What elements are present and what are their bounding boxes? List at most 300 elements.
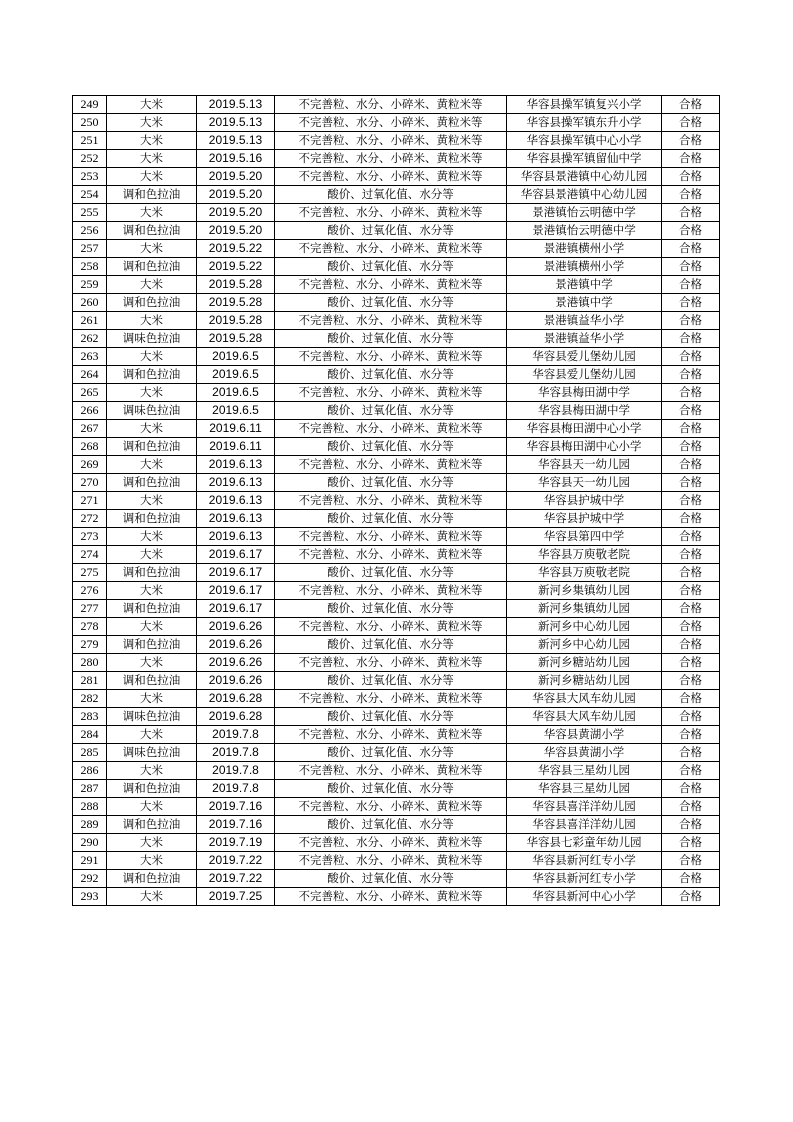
product-cell: 大米 <box>107 618 197 636</box>
table-row <box>73 492 720 510</box>
row-number-cell: 268 <box>73 438 107 456</box>
sampling-date-cell: 2019.5.28 <box>197 330 275 348</box>
table-row <box>73 726 720 744</box>
table-row <box>73 96 720 114</box>
sampling-date-cell: 2019.7.25 <box>197 888 275 906</box>
table-row <box>73 582 720 600</box>
table-row <box>73 672 720 690</box>
sampling-date-cell: 2019.7.22 <box>197 852 275 870</box>
product-cell: 大米 <box>107 762 197 780</box>
sampled-unit-cell: 景港镇中学 <box>507 294 662 312</box>
sampled-unit-cell: 华容县七彩童年幼儿园 <box>507 834 662 852</box>
test-items-cell: 酸价、过氧化值、水分等 <box>275 366 507 384</box>
result-cell: 合格 <box>662 780 720 798</box>
row-number-cell: 279 <box>73 636 107 654</box>
result-cell: 合格 <box>662 654 720 672</box>
result-cell: 合格 <box>662 798 720 816</box>
product-cell: 调味色拉油 <box>107 708 197 726</box>
product-cell: 调和色拉油 <box>107 474 197 492</box>
result-cell: 合格 <box>662 852 720 870</box>
test-items-cell: 不完善粒、水分、小碎米、黄粒米等 <box>275 276 507 294</box>
table-row <box>73 870 720 888</box>
test-items-cell: 酸价、过氧化值、水分等 <box>275 258 507 276</box>
product-cell: 大米 <box>107 276 197 294</box>
sampled-unit-cell: 华容县爱儿堡幼儿园 <box>507 348 662 366</box>
sampled-unit-cell: 华容县操军镇复兴小学 <box>507 96 662 114</box>
sampled-unit-cell: 华容县大风车幼儿园 <box>507 708 662 726</box>
test-items-cell: 酸价、过氧化值、水分等 <box>275 438 507 456</box>
result-cell: 合格 <box>662 204 720 222</box>
row-number-cell: 265 <box>73 384 107 402</box>
result-cell: 合格 <box>662 510 720 528</box>
row-number-cell: 289 <box>73 816 107 834</box>
table-row <box>73 258 720 276</box>
row-number-cell: 256 <box>73 222 107 240</box>
result-cell: 合格 <box>662 258 720 276</box>
sampled-unit-cell: 新河乡集镇幼儿园 <box>507 600 662 618</box>
sampled-unit-cell: 华容县三星幼儿园 <box>507 780 662 798</box>
result-cell: 合格 <box>662 564 720 582</box>
sampling-date-cell: 2019.6.17 <box>197 564 275 582</box>
sampled-unit-cell: 新河乡中心幼儿园 <box>507 636 662 654</box>
table-row <box>73 744 720 762</box>
row-number-cell: 274 <box>73 546 107 564</box>
result-cell: 合格 <box>662 492 720 510</box>
row-number-cell: 281 <box>73 672 107 690</box>
result-cell: 合格 <box>662 870 720 888</box>
sampling-date-cell: 2019.7.8 <box>197 780 275 798</box>
sampled-unit-cell: 华容县第四中学 <box>507 528 662 546</box>
table-row <box>73 402 720 420</box>
test-items-cell: 酸价、过氧化值、水分等 <box>275 564 507 582</box>
sampling-date-cell: 2019.6.13 <box>197 474 275 492</box>
product-cell: 大米 <box>107 312 197 330</box>
sampled-unit-cell: 华容县三星幼儿园 <box>507 762 662 780</box>
sampling-date-cell: 2019.6.17 <box>197 582 275 600</box>
sampled-unit-cell: 景港镇横州小学 <box>507 240 662 258</box>
test-items-cell: 不完善粒、水分、小碎米、黄粒米等 <box>275 456 507 474</box>
product-cell: 大米 <box>107 492 197 510</box>
sampling-date-cell: 2019.6.13 <box>197 510 275 528</box>
test-items-cell: 不完善粒、水分、小碎米、黄粒米等 <box>275 726 507 744</box>
sampling-date-cell: 2019.6.26 <box>197 654 275 672</box>
sampling-date-cell: 2019.7.8 <box>197 744 275 762</box>
product-cell: 调和色拉油 <box>107 366 197 384</box>
row-number-cell: 262 <box>73 330 107 348</box>
sampled-unit-cell: 华容县梅田湖中心小学 <box>507 420 662 438</box>
test-items-cell: 酸价、过氧化值、水分等 <box>275 222 507 240</box>
row-number-cell: 283 <box>73 708 107 726</box>
sampling-date-cell: 2019.6.5 <box>197 384 275 402</box>
table-row <box>73 456 720 474</box>
row-number-cell: 250 <box>73 114 107 132</box>
result-cell: 合格 <box>662 888 720 906</box>
sampled-unit-cell: 华容县护城中学 <box>507 510 662 528</box>
sampled-unit-cell: 景港镇怡云明德中学 <box>507 204 662 222</box>
table-row <box>73 240 720 258</box>
test-items-cell: 不完善粒、水分、小碎米、黄粒米等 <box>275 582 507 600</box>
row-number-cell: 269 <box>73 456 107 474</box>
sampling-date-cell: 2019.7.16 <box>197 816 275 834</box>
table-row <box>73 888 720 906</box>
sampling-date-cell: 2019.6.13 <box>197 492 275 510</box>
table-row <box>73 132 720 150</box>
test-items-cell: 不完善粒、水分、小碎米、黄粒米等 <box>275 96 507 114</box>
table-row <box>73 834 720 852</box>
row-number-cell: 252 <box>73 150 107 168</box>
sampled-unit-cell: 新河乡糖站幼儿园 <box>507 654 662 672</box>
product-cell: 调和色拉油 <box>107 294 197 312</box>
sampling-date-cell: 2019.7.22 <box>197 870 275 888</box>
product-cell: 大米 <box>107 204 197 222</box>
sampling-date-cell: 2019.5.16 <box>197 150 275 168</box>
sampling-date-cell: 2019.7.16 <box>197 798 275 816</box>
result-cell: 合格 <box>662 474 720 492</box>
table-row <box>73 222 720 240</box>
table-row <box>73 762 720 780</box>
result-cell: 合格 <box>662 420 720 438</box>
table-row <box>73 186 720 204</box>
product-cell: 大米 <box>107 384 197 402</box>
product-cell: 调和色拉油 <box>107 222 197 240</box>
test-items-cell: 酸价、过氧化值、水分等 <box>275 708 507 726</box>
row-number-cell: 260 <box>73 294 107 312</box>
result-cell: 合格 <box>662 726 720 744</box>
table-row <box>73 618 720 636</box>
row-number-cell: 272 <box>73 510 107 528</box>
sampled-unit-cell: 华容县新河红专小学 <box>507 852 662 870</box>
test-items-cell: 不完善粒、水分、小碎米、黄粒米等 <box>275 204 507 222</box>
product-cell: 大米 <box>107 240 197 258</box>
table-row <box>73 690 720 708</box>
table-row <box>73 366 720 384</box>
result-cell: 合格 <box>662 582 720 600</box>
row-number-cell: 273 <box>73 528 107 546</box>
result-cell: 合格 <box>662 438 720 456</box>
result-cell: 合格 <box>662 672 720 690</box>
sampled-unit-cell: 华容县操军镇留仙中学 <box>507 150 662 168</box>
row-number-cell: 287 <box>73 780 107 798</box>
test-items-cell: 不完善粒、水分、小碎米、黄粒米等 <box>275 240 507 258</box>
table-row <box>73 168 720 186</box>
product-cell: 大米 <box>107 726 197 744</box>
result-cell: 合格 <box>662 168 720 186</box>
table-row <box>73 852 720 870</box>
test-items-cell: 不完善粒、水分、小碎米、黄粒米等 <box>275 690 507 708</box>
test-items-cell: 酸价、过氧化值、水分等 <box>275 186 507 204</box>
product-cell: 调和色拉油 <box>107 438 197 456</box>
sampling-date-cell: 2019.5.13 <box>197 132 275 150</box>
test-items-cell: 不完善粒、水分、小碎米、黄粒米等 <box>275 834 507 852</box>
sampling-date-cell: 2019.5.28 <box>197 276 275 294</box>
test-items-cell: 酸价、过氧化值、水分等 <box>275 816 507 834</box>
product-cell: 调和色拉油 <box>107 780 197 798</box>
test-items-cell: 酸价、过氧化值、水分等 <box>275 870 507 888</box>
result-cell: 合格 <box>662 690 720 708</box>
sampled-unit-cell: 新河乡中心幼儿园 <box>507 618 662 636</box>
row-number-cell: 249 <box>73 96 107 114</box>
result-cell: 合格 <box>662 600 720 618</box>
sampled-unit-cell: 华容县大风车幼儿园 <box>507 690 662 708</box>
test-items-cell: 不完善粒、水分、小碎米、黄粒米等 <box>275 348 507 366</box>
table-row <box>73 546 720 564</box>
row-number-cell: 257 <box>73 240 107 258</box>
product-cell: 大米 <box>107 132 197 150</box>
sampled-unit-cell: 华容县天一幼儿园 <box>507 456 662 474</box>
sampling-date-cell: 2019.6.11 <box>197 420 275 438</box>
table-row <box>73 438 720 456</box>
table-row <box>73 816 720 834</box>
row-number-cell: 292 <box>73 870 107 888</box>
sampled-unit-cell: 景港镇中学 <box>507 276 662 294</box>
test-items-cell: 不完善粒、水分、小碎米、黄粒米等 <box>275 852 507 870</box>
sampling-date-cell: 2019.6.28 <box>197 708 275 726</box>
test-items-cell: 不完善粒、水分、小碎米、黄粒米等 <box>275 762 507 780</box>
result-cell: 合格 <box>662 186 720 204</box>
product-cell: 大米 <box>107 546 197 564</box>
sampling-date-cell: 2019.5.22 <box>197 240 275 258</box>
sampling-date-cell: 2019.5.28 <box>197 312 275 330</box>
row-number-cell: 293 <box>73 888 107 906</box>
result-cell: 合格 <box>662 132 720 150</box>
test-items-cell: 不完善粒、水分、小碎米、黄粒米等 <box>275 150 507 168</box>
product-cell: 大米 <box>107 96 197 114</box>
sampling-date-cell: 2019.6.26 <box>197 636 275 654</box>
row-number-cell: 277 <box>73 600 107 618</box>
table-row <box>73 564 720 582</box>
test-items-cell: 不完善粒、水分、小碎米、黄粒米等 <box>275 654 507 672</box>
table-row <box>73 636 720 654</box>
test-items-cell: 酸价、过氧化值、水分等 <box>275 672 507 690</box>
table-row <box>73 528 720 546</box>
result-cell: 合格 <box>662 816 720 834</box>
sampling-date-cell: 2019.6.17 <box>197 546 275 564</box>
test-items-cell: 不完善粒、水分、小碎米、黄粒米等 <box>275 114 507 132</box>
table-row <box>73 798 720 816</box>
row-number-cell: 271 <box>73 492 107 510</box>
table-row <box>73 276 720 294</box>
row-number-cell: 267 <box>73 420 107 438</box>
result-cell: 合格 <box>662 834 720 852</box>
sampling-date-cell: 2019.6.13 <box>197 456 275 474</box>
table-row <box>73 654 720 672</box>
sampling-date-cell: 2019.6.28 <box>197 690 275 708</box>
product-cell: 调和色拉油 <box>107 258 197 276</box>
test-items-cell: 不完善粒、水分、小碎米、黄粒米等 <box>275 132 507 150</box>
result-cell: 合格 <box>662 240 720 258</box>
table-row <box>73 330 720 348</box>
sampling-date-cell: 2019.5.22 <box>197 258 275 276</box>
product-cell: 调和色拉油 <box>107 636 197 654</box>
row-number-cell: 264 <box>73 366 107 384</box>
table-row <box>73 384 720 402</box>
sampling-date-cell: 2019.5.28 <box>197 294 275 312</box>
sampled-unit-cell: 华容县操军镇东升小学 <box>507 114 662 132</box>
row-number-cell: 258 <box>73 258 107 276</box>
result-cell: 合格 <box>662 636 720 654</box>
test-items-cell: 不完善粒、水分、小碎米、黄粒米等 <box>275 618 507 636</box>
product-cell: 大米 <box>107 114 197 132</box>
table-body <box>73 96 720 906</box>
product-cell: 大米 <box>107 582 197 600</box>
row-number-cell: 261 <box>73 312 107 330</box>
sampling-date-cell: 2019.6.5 <box>197 402 275 420</box>
sampled-unit-cell: 新河乡集镇幼儿园 <box>507 582 662 600</box>
table-row <box>73 474 720 492</box>
table-row <box>73 312 720 330</box>
sampling-date-cell: 2019.7.8 <box>197 762 275 780</box>
row-number-cell: 251 <box>73 132 107 150</box>
sampled-unit-cell: 华容县梅田湖中心小学 <box>507 438 662 456</box>
sampled-unit-cell: 华容县喜洋洋幼儿园 <box>507 798 662 816</box>
result-cell: 合格 <box>662 618 720 636</box>
sampling-date-cell: 2019.6.17 <box>197 600 275 618</box>
test-items-cell: 不完善粒、水分、小碎米、黄粒米等 <box>275 798 507 816</box>
row-number-cell: 270 <box>73 474 107 492</box>
table-row <box>73 114 720 132</box>
row-number-cell: 253 <box>73 168 107 186</box>
sampled-unit-cell: 华容县万庾敬老院 <box>507 564 662 582</box>
product-cell: 大米 <box>107 852 197 870</box>
test-items-cell: 不完善粒、水分、小碎米、黄粒米等 <box>275 546 507 564</box>
sampled-unit-cell: 景港镇益华小学 <box>507 312 662 330</box>
test-items-cell: 酸价、过氧化值、水分等 <box>275 600 507 618</box>
row-number-cell: 288 <box>73 798 107 816</box>
row-number-cell: 291 <box>73 852 107 870</box>
document-page <box>72 95 720 906</box>
sampled-unit-cell: 华容县景港镇中心幼儿园 <box>507 168 662 186</box>
row-number-cell: 254 <box>73 186 107 204</box>
test-items-cell: 不完善粒、水分、小碎米、黄粒米等 <box>275 168 507 186</box>
product-cell: 大米 <box>107 150 197 168</box>
sampled-unit-cell: 华容县天一幼儿园 <box>507 474 662 492</box>
sampled-unit-cell: 景港镇益华小学 <box>507 330 662 348</box>
product-cell: 调和色拉油 <box>107 564 197 582</box>
product-cell: 大米 <box>107 528 197 546</box>
test-items-cell: 酸价、过氧化值、水分等 <box>275 780 507 798</box>
sampled-unit-cell: 景港镇怡云明德中学 <box>507 222 662 240</box>
result-cell: 合格 <box>662 96 720 114</box>
product-cell: 大米 <box>107 420 197 438</box>
row-number-cell: 266 <box>73 402 107 420</box>
table-row <box>73 150 720 168</box>
sampling-date-cell: 2019.6.11 <box>197 438 275 456</box>
table-row <box>73 780 720 798</box>
product-cell: 大米 <box>107 798 197 816</box>
table-row <box>73 294 720 312</box>
result-cell: 合格 <box>662 762 720 780</box>
result-cell: 合格 <box>662 546 720 564</box>
product-cell: 大米 <box>107 168 197 186</box>
result-cell: 合格 <box>662 366 720 384</box>
table-row <box>73 204 720 222</box>
sampling-date-cell: 2019.5.13 <box>197 114 275 132</box>
row-number-cell: 290 <box>73 834 107 852</box>
sampling-date-cell: 2019.6.13 <box>197 528 275 546</box>
result-cell: 合格 <box>662 294 720 312</box>
sampled-unit-cell: 华容县新河红专小学 <box>507 870 662 888</box>
test-items-cell: 酸价、过氧化值、水分等 <box>275 294 507 312</box>
sampling-date-cell: 2019.5.20 <box>197 168 275 186</box>
table-row <box>73 600 720 618</box>
product-cell: 大米 <box>107 654 197 672</box>
sampled-unit-cell: 华容县喜洋洋幼儿园 <box>507 816 662 834</box>
product-cell: 调味色拉油 <box>107 330 197 348</box>
result-cell: 合格 <box>662 744 720 762</box>
sampled-unit-cell: 华容县景港镇中心幼儿园 <box>507 186 662 204</box>
row-number-cell: 286 <box>73 762 107 780</box>
product-cell: 大米 <box>107 888 197 906</box>
table-row <box>73 510 720 528</box>
sampling-date-cell: 2019.7.8 <box>197 726 275 744</box>
sampling-date-cell: 2019.5.20 <box>197 204 275 222</box>
product-cell: 调和色拉油 <box>107 600 197 618</box>
row-number-cell: 282 <box>73 690 107 708</box>
sampled-unit-cell: 华容县梅田湖中学 <box>507 402 662 420</box>
sampling-date-cell: 2019.5.20 <box>197 222 275 240</box>
sampled-unit-cell: 华容县黄湖小学 <box>507 744 662 762</box>
sampled-unit-cell: 华容县护城中学 <box>507 492 662 510</box>
sampling-date-cell: 2019.6.5 <box>197 366 275 384</box>
inspection-table <box>72 95 720 906</box>
sampled-unit-cell: 华容县爱儿堡幼儿园 <box>507 366 662 384</box>
product-cell: 大米 <box>107 834 197 852</box>
result-cell: 合格 <box>662 456 720 474</box>
product-cell: 大米 <box>107 348 197 366</box>
row-number-cell: 263 <box>73 348 107 366</box>
sampling-date-cell: 2019.5.13 <box>197 96 275 114</box>
row-number-cell: 255 <box>73 204 107 222</box>
result-cell: 合格 <box>662 348 720 366</box>
table-row <box>73 348 720 366</box>
product-cell: 大米 <box>107 456 197 474</box>
test-items-cell: 不完善粒、水分、小碎米、黄粒米等 <box>275 528 507 546</box>
table-row <box>73 420 720 438</box>
test-items-cell: 酸价、过氧化值、水分等 <box>275 744 507 762</box>
product-cell: 调和色拉油 <box>107 816 197 834</box>
test-items-cell: 不完善粒、水分、小碎米、黄粒米等 <box>275 312 507 330</box>
result-cell: 合格 <box>662 330 720 348</box>
test-items-cell: 酸价、过氧化值、水分等 <box>275 510 507 528</box>
sampling-date-cell: 2019.6.26 <box>197 618 275 636</box>
sampling-date-cell: 2019.5.20 <box>197 186 275 204</box>
result-cell: 合格 <box>662 384 720 402</box>
table-row <box>73 708 720 726</box>
test-items-cell: 不完善粒、水分、小碎米、黄粒米等 <box>275 888 507 906</box>
result-cell: 合格 <box>662 276 720 294</box>
row-number-cell: 276 <box>73 582 107 600</box>
sampled-unit-cell: 华容县操军镇中心小学 <box>507 132 662 150</box>
result-cell: 合格 <box>662 708 720 726</box>
product-cell: 调和色拉油 <box>107 672 197 690</box>
result-cell: 合格 <box>662 528 720 546</box>
product-cell: 调味色拉油 <box>107 744 197 762</box>
result-cell: 合格 <box>662 222 720 240</box>
sampled-unit-cell: 华容县新河中心小学 <box>507 888 662 906</box>
product-cell: 大米 <box>107 690 197 708</box>
test-items-cell: 酸价、过氧化值、水分等 <box>275 474 507 492</box>
result-cell: 合格 <box>662 150 720 168</box>
sampled-unit-cell: 景港镇横州小学 <box>507 258 662 276</box>
test-items-cell: 酸价、过氧化值、水分等 <box>275 636 507 654</box>
product-cell: 调和色拉油 <box>107 510 197 528</box>
result-cell: 合格 <box>662 312 720 330</box>
product-cell: 调和色拉油 <box>107 186 197 204</box>
test-items-cell: 酸价、过氧化值、水分等 <box>275 330 507 348</box>
row-number-cell: 259 <box>73 276 107 294</box>
sampled-unit-cell: 华容县黄湖小学 <box>507 726 662 744</box>
row-number-cell: 278 <box>73 618 107 636</box>
